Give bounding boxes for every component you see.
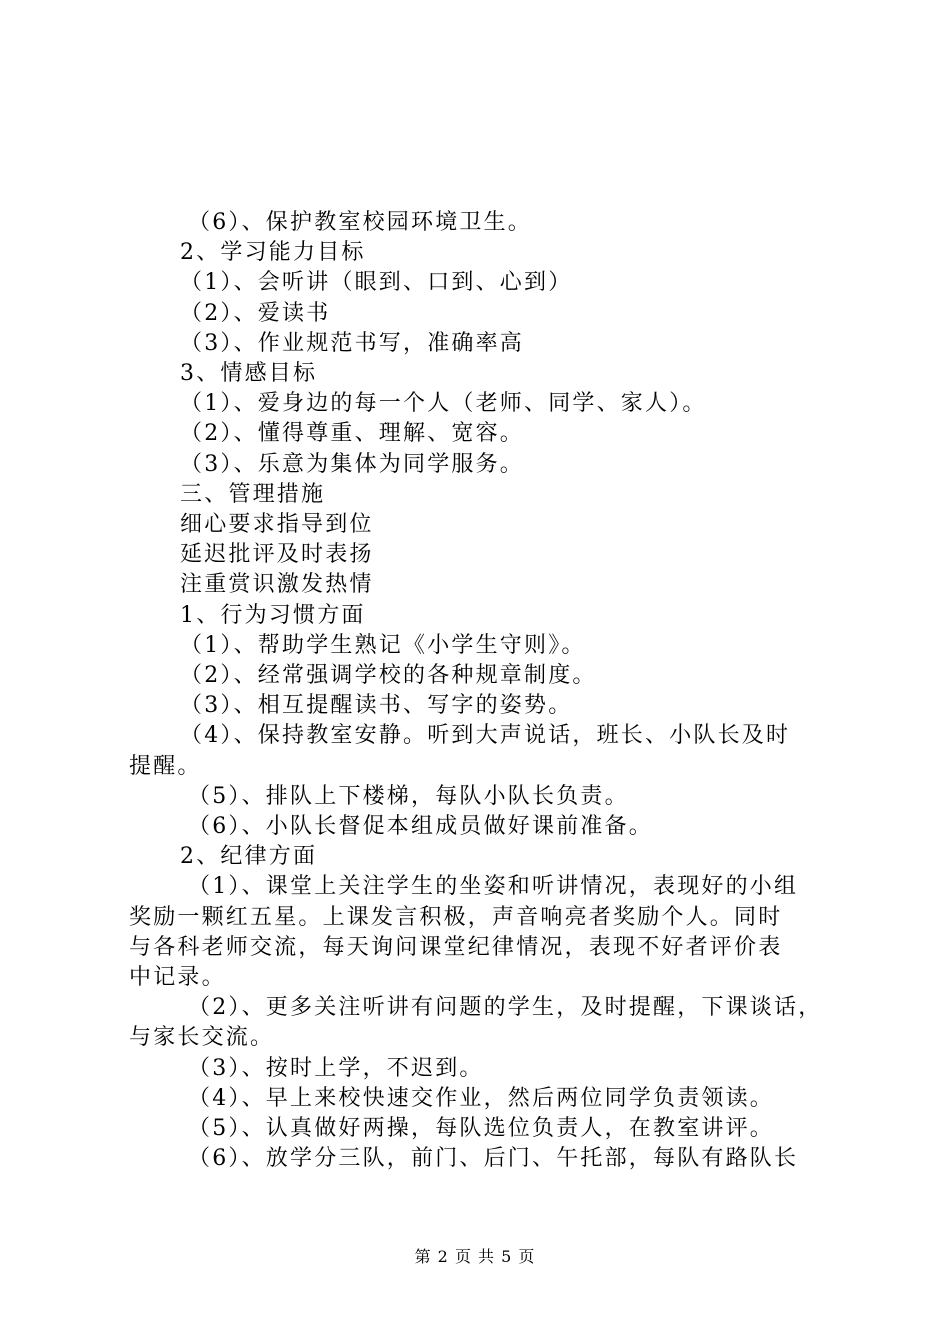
item-line: （3）、乐意为集体为同学服务。 xyxy=(180,451,524,477)
section-heading: 三、管理措施 xyxy=(180,481,326,507)
item-continuation: 中记录。 xyxy=(129,965,226,991)
section-heading: 2、纪律方面 xyxy=(180,844,318,870)
principle-line: 细心要求指导到位 xyxy=(180,512,374,538)
item-continuation: 奖励一颗红五星。上课发言积极，声音响亮者奖励个人。同时 xyxy=(129,904,783,930)
item-line: （6）、小队长督促本组成员做好课前准备。 xyxy=(188,814,653,840)
item-line: （2）、经常强调学校的各种规章制度。 xyxy=(180,663,597,689)
item-line: （1）、课堂上关注学生的坐姿和听讲情况，表现好的小组 xyxy=(188,874,799,900)
page-footer: 第 2 页 共 5 页 xyxy=(414,1247,536,1266)
item-line: （3）、按时上学，不迟到。 xyxy=(188,1055,484,1081)
item-line: （1）、会听讲（眼到、口到、心到） xyxy=(180,270,573,296)
section-heading: 3、情感目标 xyxy=(180,361,318,387)
document-body xyxy=(129,208,837,1175)
item-continuation: 与各科老师交流，每天询问课堂纪律情况，表现不好者评价表 xyxy=(129,934,783,960)
item-line: （3）、相互提醒读书、写字的姿势。 xyxy=(180,693,573,719)
principle-line: 延迟批评及时表扬 xyxy=(180,542,374,568)
item-continuation: 提醒。 xyxy=(129,753,202,779)
item-line: （4）、早上来校快速交作业，然后两位同学负责领读。 xyxy=(188,1085,774,1111)
item-line: （2）、爱读书 xyxy=(180,300,331,326)
item-line: （1）、帮助学生熟记《小学生守则》。 xyxy=(180,632,586,658)
item-line: （2）、懂得尊重、理解、宽容。 xyxy=(180,421,524,447)
item-line: （5）、认真做好两操，每队选位负责人，在教室讲评。 xyxy=(188,1116,774,1142)
item-line: （6）、保护教室校园环境卫生。 xyxy=(188,210,532,235)
item-line: （4）、保持教室安静。听到大声说话，班长、小队长及时 xyxy=(180,723,791,749)
item-continuation: 与家长交流。 xyxy=(129,1025,275,1051)
principle-line: 注重赏识激发热情 xyxy=(180,572,374,598)
item-line: （3）、作业规范书写，准确率高 xyxy=(180,330,524,356)
section-heading: 2、学习能力目标 xyxy=(180,240,366,266)
item-line: （5）、排队上下楼梯，每队小队长负责。 xyxy=(188,783,629,809)
item-line: （6）、放学分三队，前门、后门、午托部，每队有路队长 xyxy=(188,1146,799,1172)
section-heading: 1、行为习惯方面 xyxy=(180,602,366,628)
item-line: （2）、更多关注听讲有问题的学生，及时提醒，下课谈话， xyxy=(188,995,823,1021)
item-line: （1）、爱身边的每一个人（老师、同学、家人）。 xyxy=(180,391,707,417)
